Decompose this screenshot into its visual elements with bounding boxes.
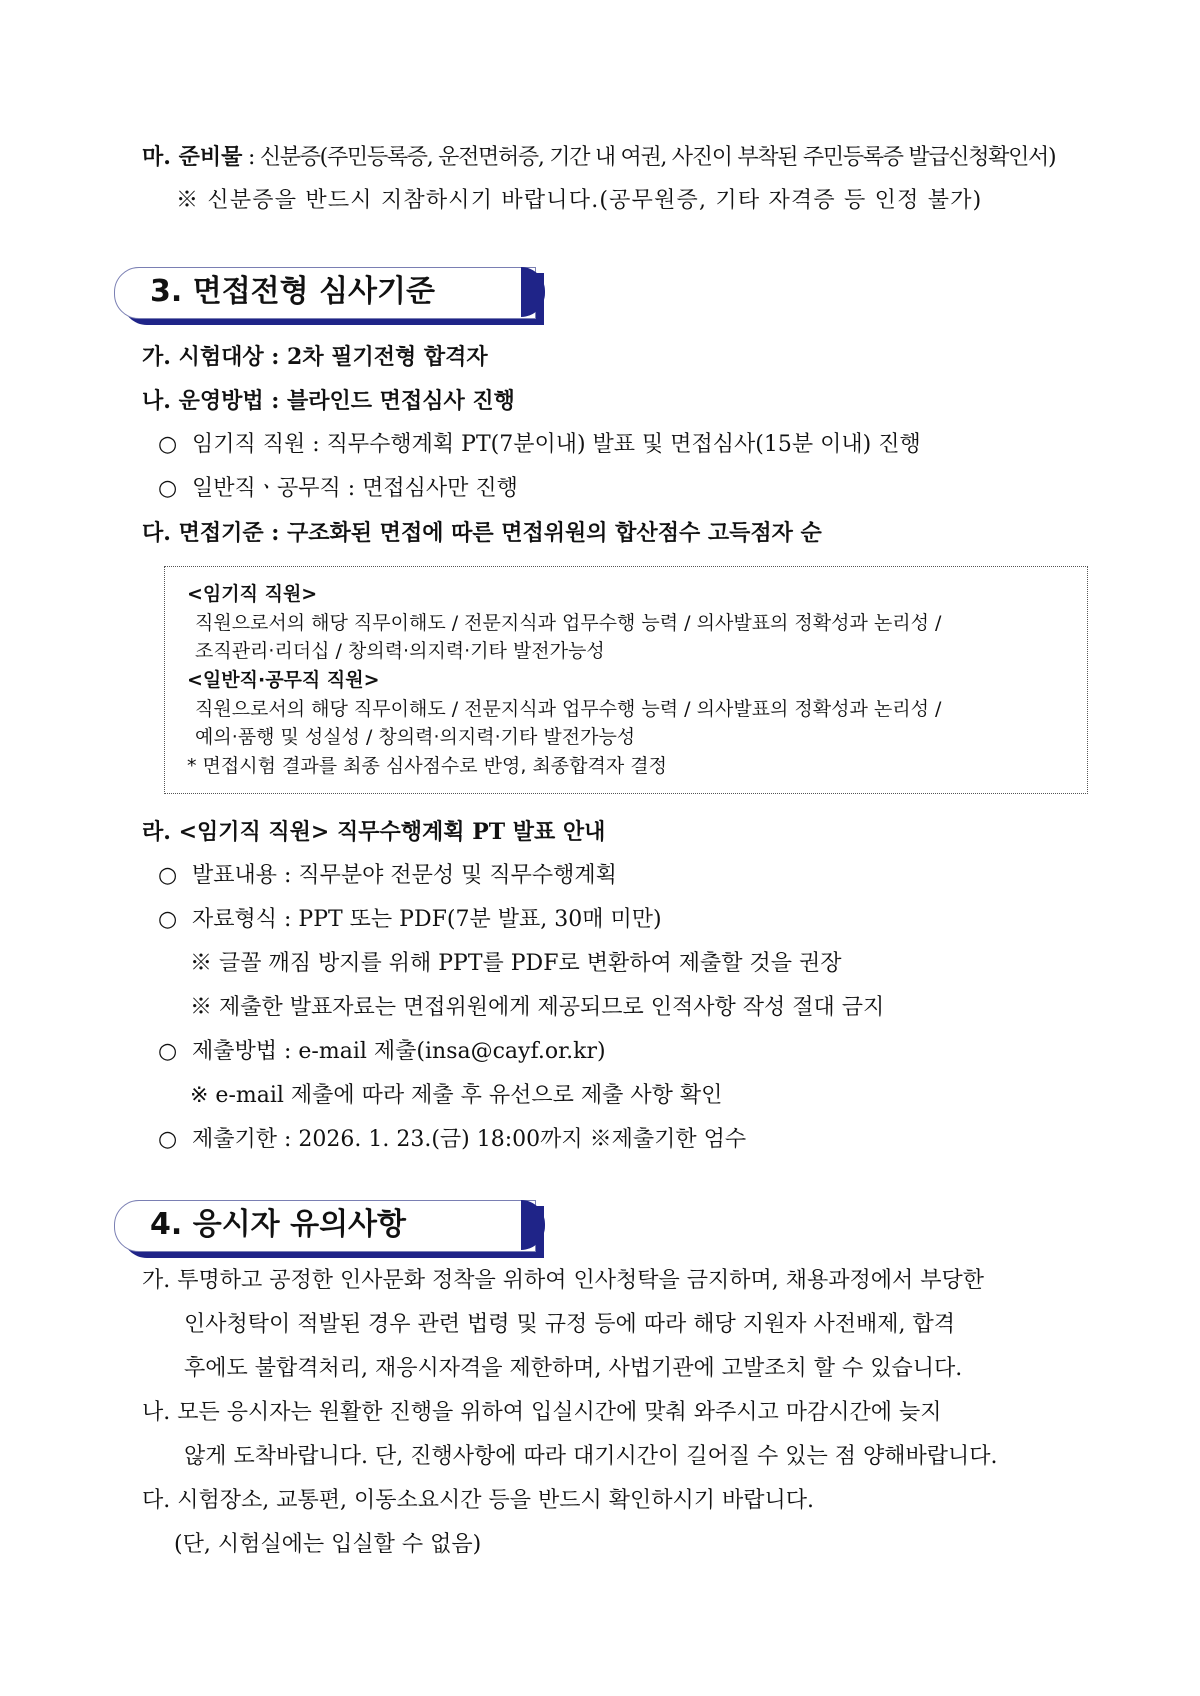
s3-na: 나. 운영방법 : 블라인드 면접심사 진행 (142, 388, 515, 414)
s3-ra-item-4-text: 제출기한 : 2026. 1. 23.(금) 18:00까지 ※제출기한 엄수 (192, 1127, 747, 1152)
s3-ra-item-4 (158, 1125, 746, 1155)
s4-da-line-2: (단, 시험실에는 입실할 수 없음) (174, 1532, 482, 1557)
criteria-group1-title: <임기직 직원> (187, 583, 318, 605)
section4-heading-title: 4. 응시자 유의사항 (150, 1207, 407, 1242)
s3-ra-item-1 (158, 861, 617, 891)
s3-ra: 라. <임기직 직원> 직무수행계획 PT 발표 안내 (142, 819, 606, 845)
section3-heading-title: 3. 면접전형 심사기준 (150, 274, 435, 309)
bullet-icon: ○ (158, 1127, 178, 1152)
bullet-icon: ○ (158, 907, 178, 932)
criteria-group2-line1: 직원으로서의 해당 직무이해도 / 전문지식과 업무수행 능력 / 의사발표의 정확성과 논리성 / (195, 698, 942, 720)
bullet-icon: ○ (158, 863, 178, 888)
bullet-icon: ○ (158, 432, 178, 457)
s3-ra-item-2 (158, 905, 662, 935)
s4-na-line-2: 않게 도착바랍니다. 단, 진행사항에 따라 대기시간이 길어질 수 있는 점 양해바랍니다. (184, 1444, 998, 1469)
s3-na-item-2-text: 일반직ㆍ공무직 : 면접심사만 진행 (192, 476, 518, 501)
s4-ga-line-2: 인사청탁이 적발된 경우 관련 법령 및 규정 등에 따라 해당 지원자 사전배제, 합격 (184, 1312, 955, 1337)
s4-na-line-1: 나. 모든 응시자는 원활한 진행을 위하여 입실시간에 맞춰 와주시고 마감시간에 늦지 (142, 1400, 942, 1425)
bullet-icon: ○ (158, 1039, 178, 1064)
prep-items-line (142, 142, 1055, 173)
section3-heading (114, 267, 544, 325)
s3-na-item-1-text: 임기직 직원 : 직무수행계획 PT(7분이내) 발표 및 면접심사(15분 이내) 진행 (192, 432, 921, 457)
prep-items-note: ※ 신분증을 반드시 지참하시기 바랍니다.(공무원증, 기타 자격증 등 인정 불가) (176, 188, 983, 213)
s4-ga-line-1: 가. 투명하고 공정한 인사문화 정착을 위하여 인사청탁을 금지하며, 채용과정에서 부당한 (142, 1268, 984, 1293)
s3-ra-item-2-text: 자료형식 : PPT 또는 PDF(7분 발표, 30매 미만) (192, 907, 662, 932)
prep-items-label: 마. 준비물 (142, 144, 243, 170)
criteria-group2-title: <일반직·공무직 직원> (187, 669, 380, 691)
s3-na-item-1 (158, 430, 921, 460)
s3-ra-item-1-text: 발표내용 : 직무분야 전문성 및 직무수행계획 (192, 863, 617, 888)
criteria-box (164, 566, 1088, 794)
s3-ra-item-3-text: 제출방법 : e-mail 제출(insa@cayf.or.kr) (192, 1039, 606, 1064)
criteria-footnote: * 면접시험 결과를 최종 심사점수로 반영, 최종합격자 결정 (187, 755, 667, 777)
prep-items-text: : 신분증(주민등록증, 운전면허증, 기간 내 여권, 사진이 부착된 주민등록증 발급신청확인서) (242, 145, 1056, 170)
criteria-group2-line2: 예의·품행 및 성실성 / 창의력·의지력·기타 발전가능성 (195, 726, 636, 748)
s3-ga: 가. 시험대상 : 2차 필기전형 합격자 (142, 344, 488, 370)
criteria-group1-line1: 직원으로서의 해당 직무이해도 / 전문지식과 업무수행 능력 / 의사발표의 정확성과 논리성 / (195, 612, 942, 634)
section4-heading (114, 1200, 544, 1258)
s3-da: 다. 면접기준 : 구조화된 면접에 따른 면접위원의 합산점수 고득점자 순 (142, 520, 822, 546)
criteria-group1-line2: 조직관리·리더십 / 창의력·의지력·기타 발전가능성 (195, 640, 605, 662)
s4-da-line-1: 다. 시험장소, 교통편, 이동소요시간 등을 반드시 확인하시기 바랍니다. (142, 1488, 814, 1513)
s3-ra-item-3-note: ※ e-mail 제출에 따라 제출 후 유선으로 제출 사항 확인 (190, 1083, 723, 1108)
s4-ga-line-3: 후에도 불합격처리, 재응시자격을 제한하며, 사법기관에 고발조치 할 수 있습니다. (184, 1356, 963, 1381)
s3-ra-item-2-note-2: ※ 제출한 발표자료는 면접위원에게 제공되므로 인적사항 작성 절대 금지 (190, 995, 885, 1020)
s3-ra-item-2-note-1: ※ 글꼴 깨짐 방지를 위해 PPT를 PDF로 변환하여 제출할 것을 권장 (190, 951, 842, 976)
s3-ra-item-3 (158, 1037, 606, 1067)
s3-na-item-2 (158, 474, 518, 504)
bullet-icon: ○ (158, 476, 178, 501)
